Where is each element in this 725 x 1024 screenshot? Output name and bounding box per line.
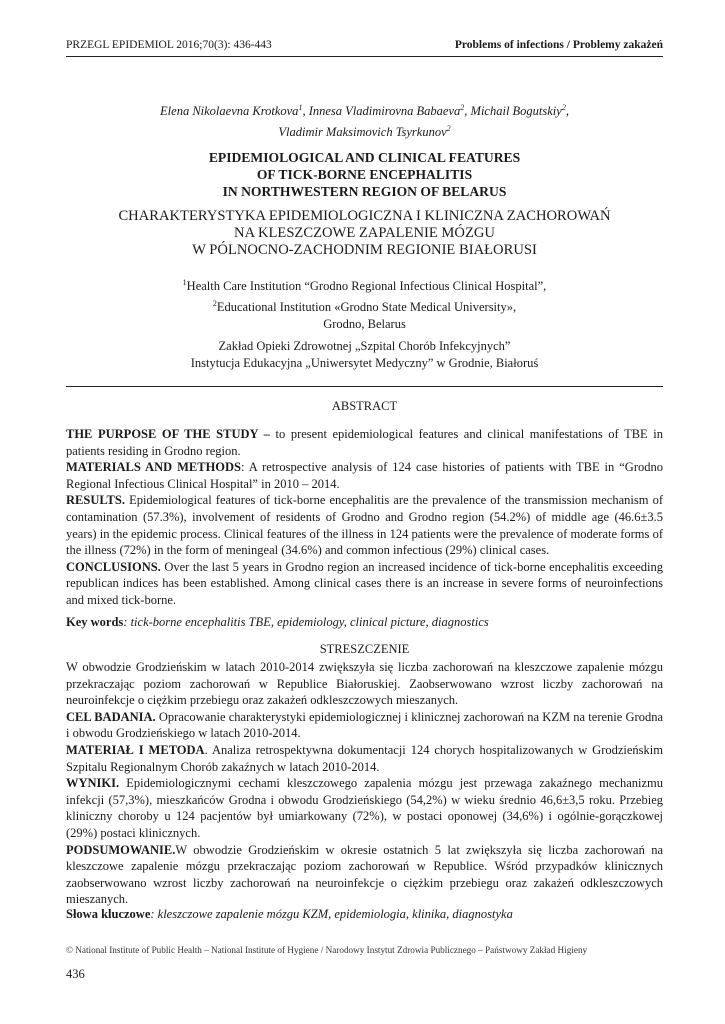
separator: , (565, 104, 569, 119)
affiliation-line: Health Care Institution “Grodno Regional Infectious Clinical Hospital”, (186, 279, 547, 294)
streszczenie-cel (66, 709, 663, 742)
affiliations-english (66, 274, 663, 333)
paragraph-label: MATERIAŁ I METODA (66, 742, 205, 757)
paragraph-text: Epidemiologicznymi cechami kleszczowego zapalenia mózgu jest przewaga zakaźnego mechanizmu infekcji (57,3%), mieszkańców Grodna i obwodu Grodzieńskiego (54,2%) w wieku średnio 46,6±3,5 roku. Przebieg kliniczny choroby u 124 pacjentów był umiarkowany (72%), w postaci oponowej (34,6%) i ogólnie-gorączkowej (29%) postaci klinicznych. (66, 776, 663, 840)
title-line: CHARAKTERYSTYKA EPIDEMIOLOGICZNA I KLINICZNA ZACHOROWAŃ (118, 208, 611, 224)
affiliation-line: Educational Institution «Grodno State Medical University», (216, 300, 517, 315)
paragraph-label: CONCLUSIONS. (66, 559, 161, 574)
affiliation-line: Instytucja Edukacyjna „Uniwersytet Medyczny” w Grodnie, Białoruś (190, 356, 539, 370)
paragraph-text: . Analiza retrospektywna dokumentacji 124 chorych hospitalizowanych w Grodzieńskim Szpitalu Regionalnym Chorób zakaźnych w latach 2010-2014. (66, 742, 663, 774)
running-head (66, 38, 663, 52)
journal-citation: PRZEGL EPIDEMIOL 2016;70(3): 436-443 (66, 39, 272, 51)
streszczenie-intro: W obwodzie Grodzieńskim w latach 2010-2014 zwiększyła się liczba zachorowań na kleszczowe zapalenie mózgu przekraczając poziom zachorowań w Republice Białoruskiej. Zaobserwowano wzrost liczby zachorowań na neuroinfekcje o ciężkim przebiegu oraz zakażeń odkleszczowych mieszanych. (66, 660, 663, 708)
paragraph-label: MATERIALS AND METHODS (66, 460, 242, 475)
affiliation-marker: 2 (561, 103, 566, 112)
title-line: NA KLESZCZOWE ZAPALENIE MÓZGU (234, 225, 495, 241)
affiliation-marker: 2 (446, 124, 451, 134)
author-name: Elena Nikolaevna Krotkova (160, 104, 299, 119)
title-line: EPIDEMIOLOGICAL AND CLINICAL FEATURES (208, 150, 521, 165)
abstract-purpose (66, 426, 663, 459)
header-divider (66, 56, 663, 57)
author-list (66, 99, 663, 141)
paragraph-label: RESULTS. (66, 493, 125, 508)
paragraph-label: CEL BADANIA. (66, 709, 156, 724)
copyright-notice: © National Institute of Public Health – National Institute of Hygiene / Narodowy Instytut Zdrowia Publicznego – Państwowy Zakład Higieny (66, 945, 588, 955)
separator: , (302, 104, 309, 119)
abstract-methods (66, 459, 663, 492)
streszczenie-podsumowanie (66, 842, 663, 908)
keywords-label: Key words (66, 615, 124, 629)
affiliation-marker: 2 (212, 299, 217, 309)
paragraph-text: Epidemiological features of tick-borne encephalitis are the prevalence of the transmission mechanism of contamination (57.3%), involvement of residents of Grodno and Grodno region (54.2%) of middle age (46.6±3.5 years) in the epidemic process. Clinical features of the illness in 124 patients were the prevalence of moderate forms of the illness (72%) in the form of meningeal (34.6%) and common infectious (29%) clinical cases. (66, 493, 663, 558)
abstract-divider (66, 386, 663, 387)
title-line: IN NORTHWESTERN REGION OF BELARUS (222, 184, 507, 199)
paragraph-text: Over the last 5 years in Grodno region an increased incidence of tick-borne encephalitis exceeding republican indices has been established. Among clinical cases there is an increase in severe forms of neuroinfections and mixed tick-borne. (66, 559, 663, 607)
streszczenie-metoda (66, 742, 663, 775)
author-name: Innesa Vladimirovna Babaeva (308, 104, 461, 119)
paragraph-text: : A retrospective analysis of 124 case histories of patients with TBE in “Grodno Regional Infectious Clinical Hospital” in 2010 – 2014. (66, 460, 663, 491)
title-line: OF TICK-BORNE ENCEPHALITIS (256, 167, 473, 182)
paragraph-text: Opracowanie charakterystyki epidemiologicznej i klinicznej zachorowań na KZM na terenie Grodna i obwodu Grodzieńskiego w latach 2010-2014. (66, 709, 663, 741)
paragraph-text: W obwodzie Grodzieńskim w okresie ostatnich 5 lat zwiększyła się liczba zachorowań na kleszczowe zapalenie mózgu przekraczając poziom zachorowań w Republice. Wśród przypadków klinicznych zaobserwowano wzrost liczby zachorowań na neuroinfekcje o ciężkim przebiegu oraz zakażeń odkleszczowych mieszanych. (66, 842, 663, 907)
affiliation-marker: 1 (182, 278, 187, 287)
keywords-text: : tick-borne encephalitis TBE, epidemiology, clinical picture, diagnostics (123, 615, 489, 629)
author-name: Michail Bogutskiy (470, 104, 562, 119)
affiliation-line: Grodno, Belarus (323, 317, 406, 332)
paragraph-label: WYNIKI. (66, 776, 120, 791)
paragraph-label: THE PURPOSE OF THE STUDY – (66, 427, 270, 441)
affiliation-line: Zakład Opieki Zdrowotnej „Szpital Chorób Infekcyjnych” (218, 339, 511, 353)
separator: , (464, 104, 471, 119)
affiliations-polish (66, 338, 663, 372)
keywords-polish (66, 906, 663, 923)
title-polish (66, 208, 663, 259)
paragraph-label: PODSUMOWANIE. (66, 842, 176, 857)
affiliation-marker: 2 (460, 103, 465, 112)
abstract-body (66, 426, 663, 609)
abstract-heading: ABSTRACT (331, 399, 398, 413)
title-line: W PÓLNOCNO-ZACHODNIM REGIONIE BIAŁORUSI (192, 242, 537, 258)
streszczenie-heading: STRESZCZENIE (319, 642, 410, 656)
author-name: Vladimir Maksimovich Tsyrkunov (278, 125, 447, 140)
title-english (66, 149, 663, 200)
keywords-text: : kleszczowe zapalenie mózgu KZM, epidemiologia, klinika, diagnostyka (150, 907, 513, 921)
streszczenie-body (66, 659, 663, 908)
affiliation-marker: 1 (298, 103, 303, 112)
section-label: Problems of infections / Problemy zakażeń (454, 39, 663, 51)
keywords-label: Słowa kluczowe (66, 907, 151, 921)
abstract-conclusions (66, 559, 663, 609)
abstract-results (66, 492, 663, 558)
streszczenie-wyniki (66, 775, 663, 841)
page-number: 436 (66, 967, 85, 981)
keywords-english (66, 614, 663, 631)
paragraph-text: to present epidemiological features and clinical manifestations of TBE in patients residing in Grodno region. (66, 427, 663, 458)
